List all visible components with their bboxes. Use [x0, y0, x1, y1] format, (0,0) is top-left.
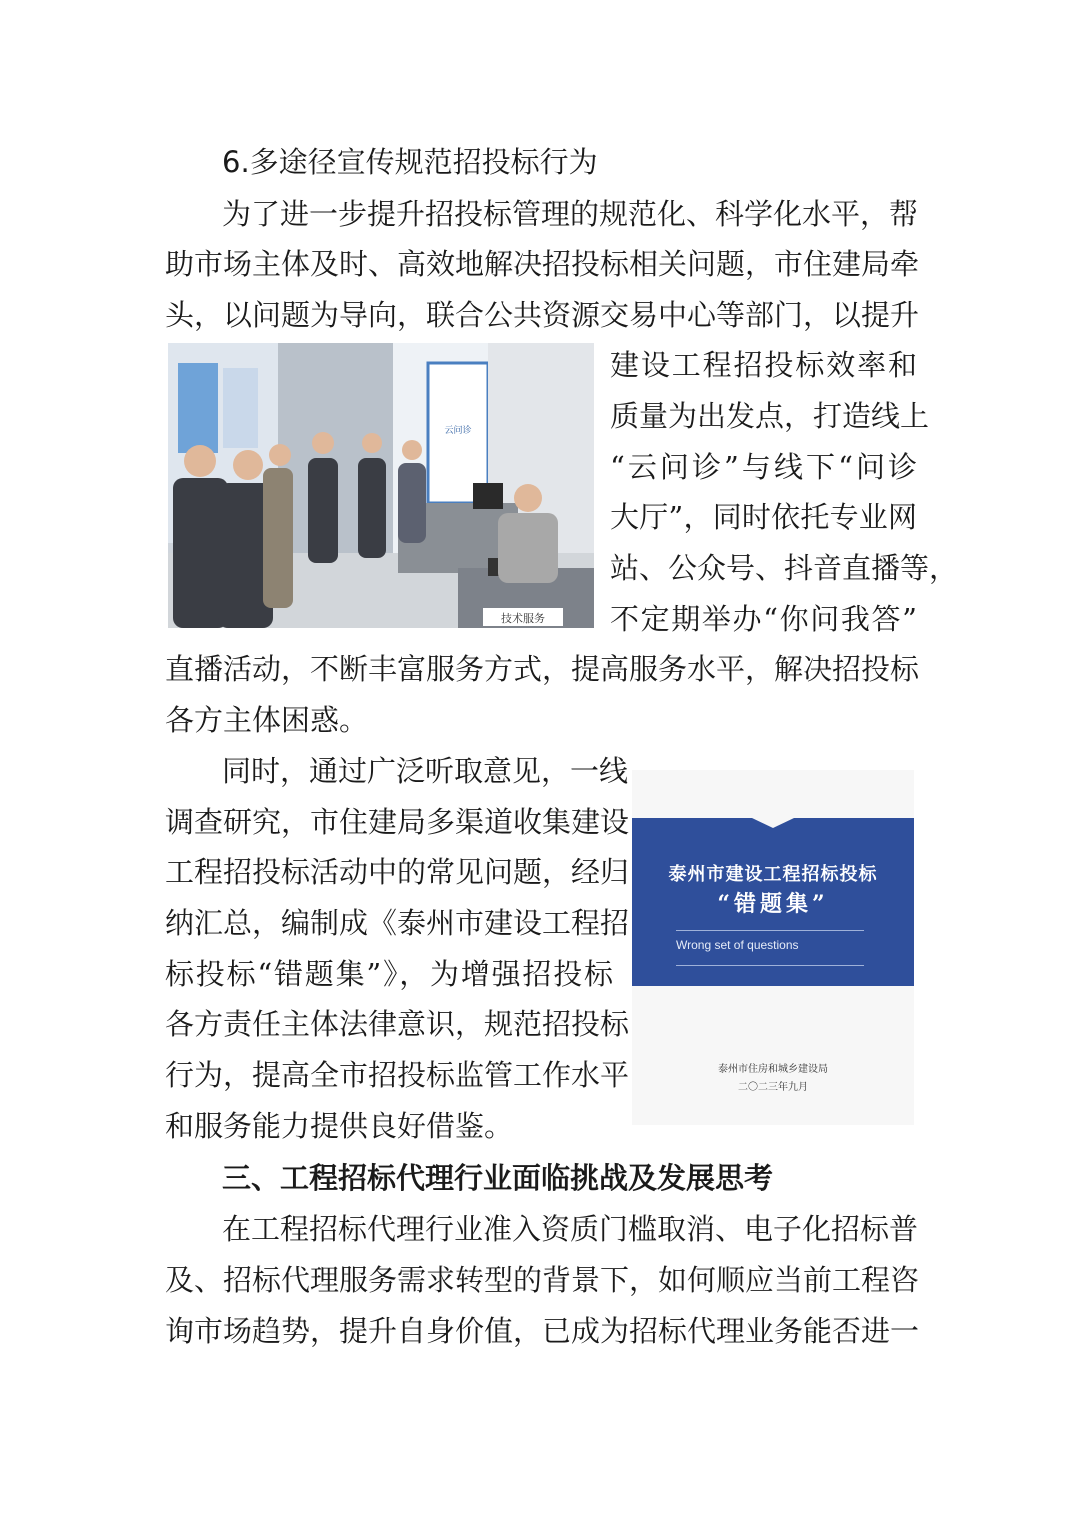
- section-heading: 6.多途径宣传规范招投标行为: [222, 145, 598, 179]
- paragraph-line: 及、招标代理服务需求转型的背景下，如何顺应当前工程咨: [165, 1263, 920, 1297]
- paragraph-line: 不定期举办“你问我答”: [610, 602, 917, 636]
- cover-date: 二〇二三年九月: [738, 1082, 808, 1093]
- paragraph-line: 为了进一步提升招投标管理的规范化、科学化水平，帮: [222, 197, 919, 231]
- desk-sign-text: 技术服务: [501, 612, 545, 625]
- paragraph-line: 助市场主体及时、高效地解决招投标相关问题，市住建局牵: [165, 247, 920, 281]
- paragraph-line: 质量为出发点，打造线上: [610, 399, 930, 433]
- cover-subtitle: “错题集”: [717, 891, 829, 917]
- paragraph-line: 各方主体困惑。: [165, 703, 369, 737]
- cover-rule: [676, 930, 864, 931]
- section-heading: 三、工程招标代理行业面临挑战及发展思考: [222, 1161, 774, 1195]
- paragraph-line: 行为，提高全市招投标监管工作水平: [165, 1058, 630, 1092]
- wall-sign-text: 云问诊: [444, 426, 472, 436]
- service-hall-photo: [168, 343, 594, 628]
- paragraph-line: 调查研究，市住建局多渠道收集建设: [165, 805, 630, 839]
- paragraph-line: 和服务能力提供良好借鉴。: [165, 1109, 514, 1143]
- cover-english-title: Wrong set of questions: [676, 938, 799, 952]
- paragraph-line: 工程招投标活动中的常见问题，经归: [165, 855, 630, 889]
- paragraph-line: 同时，通过广泛听取意见，一线: [222, 754, 629, 788]
- paragraph-line: 大厅”，同时依托专业网: [610, 500, 917, 534]
- paragraph-line: 在工程招标代理行业准入资质门槛取消、电子化招标普: [222, 1212, 919, 1246]
- cover-rule: [676, 965, 864, 966]
- paragraph-line: 各方责任主体法律意识，规范招投标: [165, 1007, 630, 1041]
- paragraph-line: 纳汇总，编制成《泰州市建设工程招: [165, 906, 630, 940]
- paragraph-line: 头，以问题为导向，联合公共资源交易中心等部门，以提升: [165, 298, 920, 332]
- booklet-cover-image: [632, 770, 914, 1125]
- paragraph-line: “云问诊”与线下“问诊: [610, 450, 917, 484]
- paragraph-line: 直播活动，不断丰富服务方式，提高服务水平，解决招投标: [165, 652, 920, 686]
- paragraph-line: 询市场趋势，提升自身价值，已成为招标代理业务能否进一: [165, 1314, 920, 1348]
- cover-title: 泰州市建设工程招标投标: [668, 864, 878, 885]
- paragraph-line: 标投标“错题集”》，为增强招投标: [165, 957, 613, 991]
- cover-issuer: 泰州市住房和城乡建设局: [718, 1064, 828, 1075]
- paragraph-line: 站、公众号、抖音直播等，: [610, 551, 959, 585]
- paragraph-line: 建设工程招投标效率和: [610, 348, 917, 382]
